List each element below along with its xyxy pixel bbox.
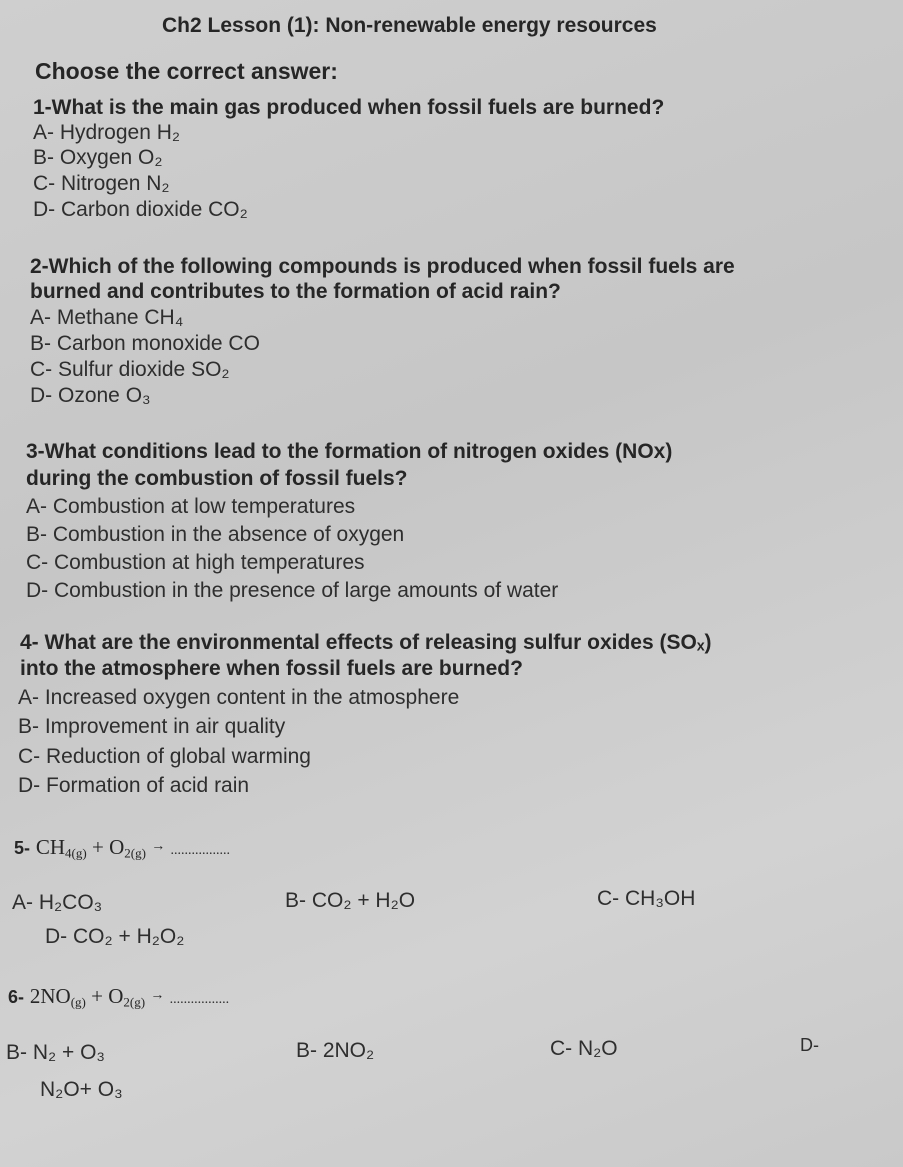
option-5a: A- H₂CO₃ <box>12 891 103 914</box>
reactant-1: CH <box>35 835 66 859</box>
option-2b: B- Carbon monoxide CO <box>30 332 260 355</box>
option-1b: B- Oxygen O₂ <box>33 146 163 169</box>
option-5d: D- CO₂ + H₂O₂ <box>45 925 185 948</box>
question-3-line2: during the combustion of fossil fuels? <box>26 467 408 490</box>
option-3a: A- Combustion at low temperatures <box>26 495 356 518</box>
page-title: Ch2 Lesson (1): Non-renewable energy resources <box>162 14 657 37</box>
option-2d: D- Ozone O₃ <box>30 384 151 407</box>
question-2-line2: burned and contributes to the formation of acid rain? <box>30 280 561 303</box>
option-1a: A- Hydrogen H₂ <box>33 121 181 144</box>
question-3-line1: 3-What conditions lead to the formation of nitrogen oxides (NOx) <box>26 440 673 463</box>
question-1: 1-What is the main gas produced when fossil fuels are burned? <box>33 96 665 119</box>
option-4a: A- Increased oxygen content in the atmosphere <box>18 686 460 709</box>
option-1c: C- Nitrogen N₂ <box>33 172 170 195</box>
option-6d-text: N₂O+ O₃ <box>40 1078 123 1101</box>
option-6b: B- 2NO₂ <box>296 1039 375 1062</box>
reactant-1: 2NO <box>29 984 71 1008</box>
plus-sign: + <box>91 835 104 859</box>
reactant-2: O <box>109 835 125 859</box>
option-3b: B- Combustion in the absence of oxygen <box>26 523 405 546</box>
option-6a: B- N₂ + O₃ <box>6 1041 105 1064</box>
question-6 <box>8 984 229 1013</box>
reactant-1-state: (g) <box>70 994 86 1010</box>
option-6d-label: D- <box>800 1035 819 1055</box>
reactant-2-state: 2(g) <box>124 845 146 861</box>
equation-5 <box>36 835 230 859</box>
answer-blank: ................. <box>170 843 230 858</box>
question-2-line1: 2-Which of the following compounds is produced when fossil fuels are <box>30 255 735 278</box>
reactant-1-state: 4(g) <box>65 845 87 861</box>
question-4-line2: into the atmosphere when fossil fuels are burned? <box>20 657 523 680</box>
arrow-icon: → <box>151 839 166 854</box>
option-5b: B- CO₂ + H₂O <box>285 889 416 912</box>
option-4b: B- Improvement in air quality <box>18 715 286 738</box>
plus-sign: + <box>91 984 103 1008</box>
question-4-line1: 4- What are the environmental effects of releasing sulfur oxides (SOₓ) <box>20 631 712 654</box>
option-1d: D- Carbon dioxide CO₂ <box>33 198 248 221</box>
option-2c: C- Sulfur dioxide SO₂ <box>30 358 230 381</box>
option-3d: D- Combustion in the presence of large amounts of water <box>26 579 559 602</box>
instruction: Choose the correct answer: <box>35 58 338 84</box>
option-4c: C- Reduction of global warming <box>18 745 311 768</box>
question-6-number: 6- <box>8 987 25 1007</box>
option-3c: C- Combustion at high temperatures <box>26 551 365 574</box>
reactant-2: O <box>108 984 124 1008</box>
answer-blank: ................. <box>169 992 230 1007</box>
option-4d: D- Formation of acid rain <box>18 774 250 797</box>
option-5c: C- CH₃OH <box>597 887 696 910</box>
option-6c: C- N₂O <box>550 1037 618 1060</box>
question-5 <box>14 835 230 864</box>
reactant-2-state: 2(g) <box>123 994 146 1010</box>
question-5-number: 5- <box>14 838 31 858</box>
equation-6 <box>30 984 229 1008</box>
arrow-icon: → <box>150 988 165 1003</box>
option-2a: A- Methane CH₄ <box>30 306 184 329</box>
